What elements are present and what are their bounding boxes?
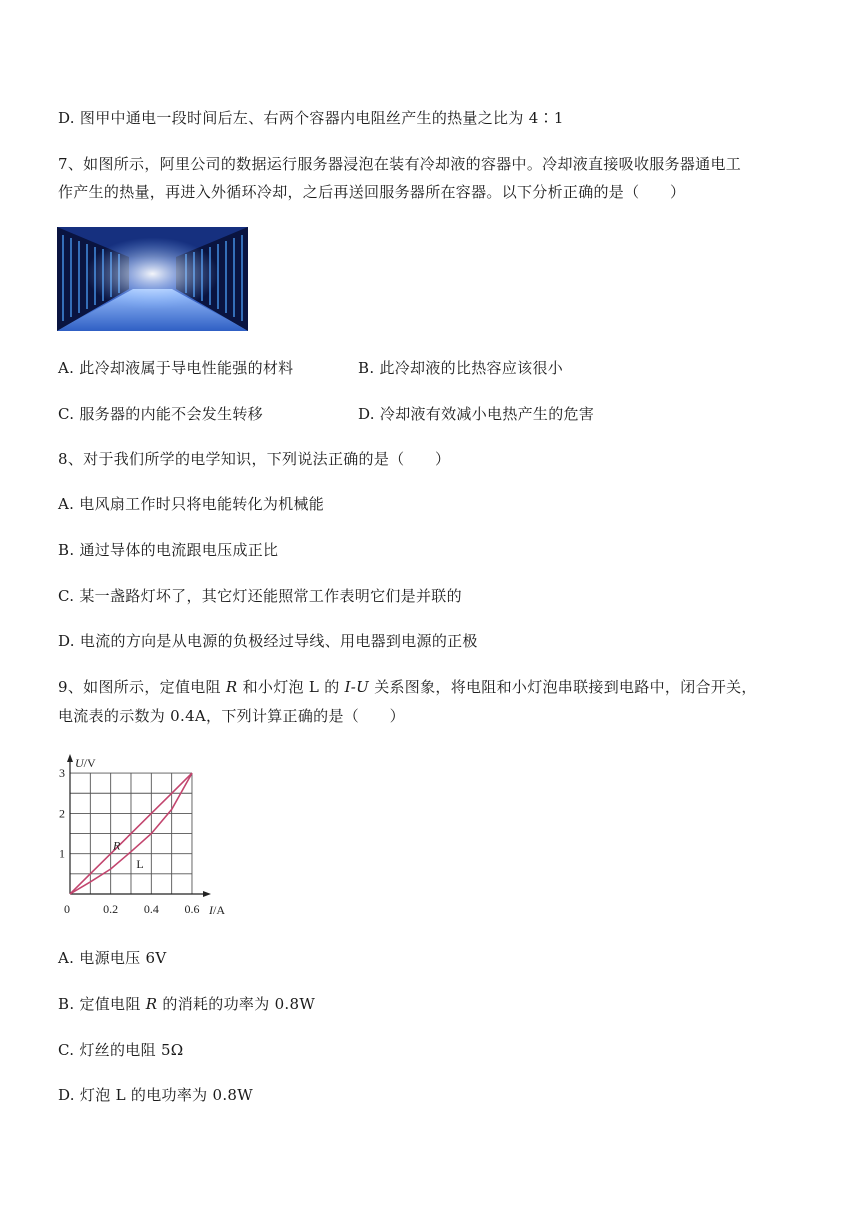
q9-stem-line2: 电流表的示数为 0.4A，下列计算正确的是（ ） bbox=[58, 707, 405, 725]
x-axis-arrow bbox=[203, 891, 211, 897]
x-axis-label: I/A bbox=[209, 903, 225, 917]
server-room-illustration bbox=[57, 227, 248, 331]
q8-option-c: C. 某一盏路灯坏了，其它灯还能照常工作表明它们是并联的 bbox=[58, 587, 462, 605]
x-tick-label: 0.4 bbox=[143, 902, 159, 916]
q7-option-d: D. 冷却液有效减小电热产生的危害 bbox=[358, 405, 595, 423]
y-tick-label: 3 bbox=[59, 766, 65, 781]
series-label-L: L bbox=[136, 856, 144, 871]
series-label-R: R bbox=[112, 838, 121, 853]
q8-option-d: D. 电流的方向是从电源的负极经过导线、用电器到电源的正极 bbox=[58, 632, 478, 650]
y-tick-label: 2 bbox=[59, 806, 65, 821]
y-axis-label: U/V bbox=[75, 756, 96, 770]
x-tick-label: 0.6 bbox=[184, 902, 200, 916]
q7-stem-line2: 作产生的热量，再进入外循环冷却，之后再送回服务器所在容器。以下分析正确的是（ ） bbox=[58, 183, 686, 201]
iu-graph bbox=[55, 752, 235, 922]
q8-option-b: B. 通过导体的电流跟电压成正比 bbox=[58, 541, 279, 559]
q7-stem-line1: 7、如图所示，阿里公司的数据运行服务器浸泡在装有冷却液的容器中。冷却液直接吸收服务器通电工 bbox=[58, 155, 742, 173]
q9-stem-line1: 9、如图所示，定值电阻 R 和小灯泡 L 的 I-U 关系图象，将电阻和小灯泡串联接到电路中，闭合开关， bbox=[58, 678, 757, 696]
x-tick-label: 0 bbox=[64, 902, 70, 916]
q8-stem: 8、对于我们所学的电学知识，下列说法正确的是（ ） bbox=[58, 450, 451, 468]
y-axis-arrow bbox=[67, 754, 73, 762]
q7-option-a: A. 此冷却液属于导电性能强的材料 bbox=[58, 359, 294, 377]
q7-option-c: C. 服务器的内能不会发生转移 bbox=[58, 405, 263, 423]
q6-option-d: D. 图甲中通电一段时间后左、右两个容器内电阻丝产生的热量之比为 4∶1 bbox=[58, 109, 564, 127]
iu-chart-svg bbox=[55, 752, 235, 922]
y-tick-label: 1 bbox=[59, 846, 65, 861]
q7-option-b: B. 此冷却液的比热容应该很小 bbox=[358, 359, 564, 377]
q9-option-c: C. 灯丝的电阻 5Ω bbox=[58, 1041, 184, 1059]
q9-option-a: A. 电源电压 6V bbox=[58, 949, 167, 967]
q9-option-d: D. 灯泡 L 的电功率为 0.8W bbox=[58, 1086, 253, 1104]
server-room-photo bbox=[57, 227, 248, 331]
q9-option-b: B. 定值电阻 R 的消耗的功率为 0.8W bbox=[58, 995, 316, 1013]
q8-option-a: A. 电风扇工作时只将电能转化为机械能 bbox=[58, 495, 325, 513]
labels bbox=[59, 756, 225, 917]
x-tick-label: 0.2 bbox=[103, 902, 119, 916]
